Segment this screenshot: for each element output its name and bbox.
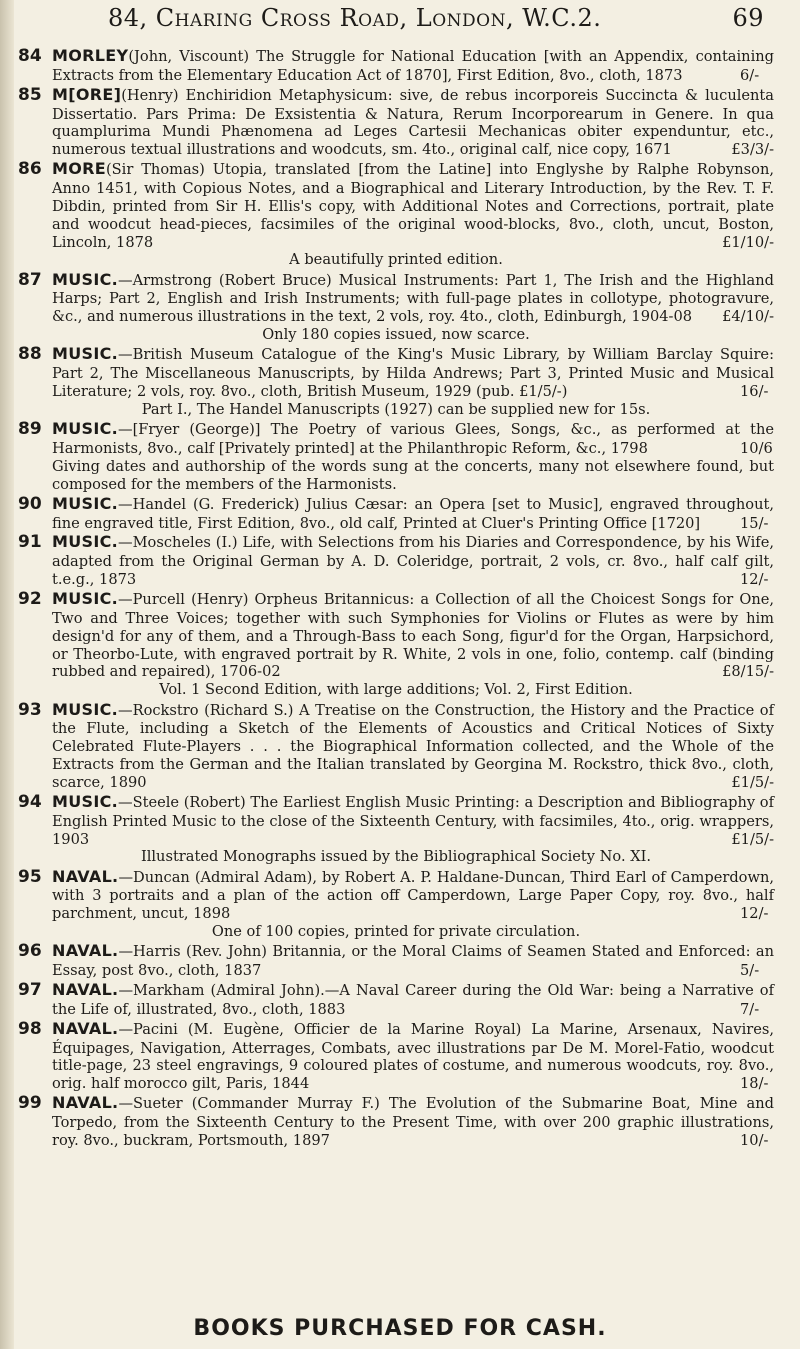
- entry-number: 93: [18, 699, 42, 720]
- page-number: 69: [732, 4, 764, 32]
- entry-heading: NAVAL.: [52, 941, 119, 961]
- entry-description: —Purcell (Henry) Orpheus Britannicus: a Collection of all the Choicest Songs for One, Two and Three Voices; together with such Symphonies for Violins or Flutes as were by him design'd for any of them, and a Through-Bass to each Song, figur'd for the Organ, Harpsichord, or Theorbo-Lute, with engraved portrait by R. White, 2 vols in one, folio, contemp. calf (binding rubbed and repaired), 1706-02: [52, 590, 774, 681]
- entry-price: £3/3/-: [731, 141, 774, 159]
- catalogue-entry: 98 NAVAL.—Pacini (M. Eugène, Officier de la Marine Royal) La Marine, Arsenaux, Navires, Équipages, Navigation, Atterrages, Combats, avec illustrations par De M. Morel-Fatio, woodcut title-page, 23 steel engravings, 9 coloured plates of costume, and numerous woodcuts, roy. 8vo., orig. half morocco gilt, Paris, 1844 18/-: [18, 1018, 774, 1093]
- entry-heading: NAVAL.: [52, 1093, 119, 1113]
- entry-heading: NAVAL.: [52, 1018, 119, 1038]
- entry-description: —Moscheles (I.) Life, with Selections from his Diaries and Correspondence, by his Wife, adapted from the Original German by A. D. Coleridge, portrait, 2 vols, cr. 8vo., half calf gilt, t.e.g., 1873: [52, 534, 774, 589]
- entry-price: £4/10/-: [722, 308, 774, 326]
- catalogue-entry: 84 MORLEY(John, Viscount) The Struggle for National Education [with an Appendix, containing Extracts from the Elementary Education Act of 1870], First Edition, 8vo., cloth, 1873 6/-: [18, 46, 774, 84]
- page-footer: BOOKS PURCHASED FOR CASH.: [193, 1316, 607, 1341]
- entry-heading: MUSIC.: [52, 532, 119, 552]
- catalogue-entry: 97 NAVAL.—Markham (Admiral John).—A Naval Career during the Old War: being a Narrative of the Life of, illustrated, 8vo., cloth, 1883 7/-: [18, 980, 774, 1018]
- entry-heading: MORE: [52, 159, 106, 179]
- entry-description: —Rockstro (Richard S.) A Treatise on the Construction, the History and the Practice of the Flute, including a Sketch of the Elements of Acoustics and Critical Notices of Sixty Celebrated Flute-Players . . . the Biographical Information collected, and the Whole of the Extracts from the German and the Italian translated by Georgina M. Rockstro, thick 8vo., cloth, scarce, 1890: [52, 701, 774, 791]
- entry-description: —Harris (Rev. John) Britannia, or the Moral Claims of Seamen Stated and Enforced: an Essay, post 8vo., cloth, 1837: [52, 943, 774, 980]
- entry-note: A beautifully printed edition.: [289, 251, 503, 269]
- entry-description: —Duncan (Admiral Adam), by Robert A. P. Haldane-Duncan, Third Earl of Camperdown, with 3 portraits and a plan of the action off Camperdown, Large Paper Copy, roy. 8vo., half parchment, uncut, 1898: [52, 868, 774, 923]
- entry-note: Part I., The Handel Manuscripts (1927) can be supplied new for 15s.: [141, 401, 651, 419]
- entry-number: 86: [18, 159, 42, 180]
- catalogue-entry: [18, 85, 774, 159]
- entry-description: (Henry) Enchiridion Metaphysicum: sive, de rebus incorporeis Succincta & luculenta Dissertatio. Pars Prima: De Exsistentia & Natura, Rerum Incorporearum in Genere. In qua quamplurima Mundi Phænomena ad Leges Cartesii Mechanicas obiter expenduntur, etc., numerous textual illustrations and woodcuts, sm. 4to., original calf, nice copy, 1671: [52, 86, 774, 159]
- catalogue-entry: 95 NAVAL.—Duncan (Admiral Adam), by Robert A. P. Haldane-Duncan, Third Earl of Camperdown, with 3 portraits and a plan of the action off Camperdown, Large Paper Copy, roy. 8vo., half parchment, uncut, 1898 12/-: [18, 866, 774, 923]
- entry-number: 87: [18, 269, 42, 290]
- entry-description: —Sueter (Commander Murray F.) The Evolution of the Submarine Boat, Mine and Torpedo, from the Sixteenth Century to the Present Time, with over 200 graphic illustrations, roy. 8vo., buckram, Portsmouth, 1897: [52, 1095, 774, 1149]
- catalogue-entry: 99 NAVAL.—Sueter (Commander Murray F.) The Evolution of the Submarine Boat, Mine and Torpedo, from the Sixteenth Century to the Present Time, with over 200 graphic illustrations, roy. 8vo., buckram, Portsmouth, 1897 10/-: [18, 1093, 774, 1149]
- entry-number: 99: [18, 1093, 42, 1114]
- entry-description: —[Fryer (George)] The Poetry of various Glees, Songs, &c., as performed at the Harmonists, 8vo., calf [Privately printed] at the Philanthropic Reform, &c., 1798: [52, 421, 774, 458]
- entry-heading: MORLEY: [52, 46, 129, 65]
- catalogue-entry: [18, 159, 774, 251]
- page-address: 84, Charing Cross Road, London, W.C.2.: [108, 4, 602, 32]
- entry-heading: MUSIC.: [52, 699, 119, 719]
- catalogue-entry: 91 MUSIC.—Moscheles (I.) Life, with Selections from his Diaries and Correspondence, by his Wife, adapted from the Original German by A. D. Coleridge, portrait, 2 vols, cr. 8vo., half calf gilt, t.e.g., 1873 12/-: [18, 532, 774, 589]
- entry-price: £1/10/-: [722, 233, 774, 251]
- entry-description: —Armstrong (Robert Bruce) Musical Instruments: Part 1, The Irish and the Highland Harps; Part 2, English and Irish Instruments; with full-page plates in collotype, photogravure, &c., and numerous illustrations in the text, 2 vols, roy. 4to., cloth, Edinburgh, 1904-08: [52, 271, 774, 326]
- entry-heading: NAVAL.: [52, 866, 119, 886]
- entry-description: (John, Viscount) The Struggle for National Education [with an Appendix, containing Extracts from the Elementary Education Act of 1870], First Edition, 8vo., cloth, 1873: [52, 48, 774, 84]
- entry-note: Illustrated Monographs issued by the Bibliographical Society No. XI.: [140, 848, 652, 866]
- entry-number: 89: [18, 419, 42, 440]
- entry-heading: MUSIC.: [52, 344, 119, 364]
- catalogue-entry: 89 MUSIC.—[Fryer (George)] The Poetry of various Glees, Songs, &c., as performed at the Harmonists, 8vo., calf [Privately printed] at the Philanthropic Reform, &c., 1798 10/6 Giving dates and authorship of the words sung at the concerts, many not elsewhere found, but composed for the members of the Harmonists.: [18, 419, 774, 493]
- entry-number: 88: [18, 344, 42, 365]
- entry-description: —Markham (Admiral John).—A Naval Career during the Old War: being a Narrative of the Life of, illustrated, 8vo., cloth, 1883: [52, 982, 774, 1018]
- page-header: [18, 0, 774, 44]
- catalogue-entries: [18, 46, 774, 1150]
- entry-number: 94: [18, 791, 42, 812]
- entry-number: 91: [18, 532, 42, 553]
- entry-note: One of 100 copies, printed for private circulation.: [211, 923, 581, 941]
- entry-heading: M[ORE]: [52, 84, 122, 104]
- entry-description: —Pacini (M. Eugène, Officier de la Marine Royal) La Marine, Arsenaux, Navires, Équipages, Navigation, Atterrages, Combats, avec illustrations par De M. Morel-Fatio, woodcut title-page, 23 steel engravings, 9 coloured plates of costume, and numerous woodcuts, roy. 8vo., orig. half morocco gilt, Paris, 1844: [52, 1020, 774, 1093]
- entry-price: £1/5/-: [731, 773, 774, 791]
- entry-number: 92: [18, 588, 42, 609]
- entry-price: £8/15/-: [722, 663, 774, 681]
- entry-tail-note: Giving dates and authorship of the words sung at the concerts, many not elsewhere found, but composed for the members of the Harmonists.: [52, 457, 774, 493]
- entry-number: 96: [18, 941, 42, 962]
- entry-number: 90: [18, 493, 42, 514]
- entry-note: Vol. 1 Second Edition, with large additions; Vol. 2, First Edition.: [159, 681, 633, 699]
- catalogue-entry: 96 NAVAL.—Harris (Rev. John) Britannia, or the Moral Claims of Seamen Stated and Enforced: an Essay, post 8vo., cloth, 1837 5/-: [18, 941, 774, 980]
- entry-description: (Sir Thomas) Utopia, translated [from the Latine] into Englyshe by Ralphe Robynson, Anno 1451, with Copious Notes, and a Biographical and Literary Introduction, by the Rev. T. F. Dibdin, printed from Sir H. Ellis's copy, with Additional Notes and Corrections, portrait, plate and woodcut head-pieces, facsimiles of the original wood-blocks, 8vo., cloth, uncut, Boston, Lincoln, 1878: [52, 161, 774, 251]
- entry-price: £1/5/-: [731, 830, 774, 848]
- entry-heading: MUSIC.: [52, 269, 119, 289]
- catalogue-entry: [18, 589, 774, 681]
- entry-heading: NAVAL.: [52, 980, 119, 1000]
- entry-number: 97: [18, 980, 42, 1001]
- catalogue-entry: 88 MUSIC.—British Museum Catalogue of the King's Music Library, by William Barclay Squire: Part 2, The Miscellaneous Manuscripts, by Hilda Andrews; Part 3, Printed Music and Musical Literature; 2 vols, roy. 8vo., cloth, British Museum, 1929 (pub. £1/5/-) 16/-: [18, 344, 774, 401]
- entry-number: 95: [18, 866, 42, 887]
- entry-heading: MUSIC.: [52, 419, 119, 439]
- entry-number: 84: [18, 46, 42, 66]
- entry-note: Only 180 copies issued, now scarce.: [262, 326, 530, 344]
- catalogue-entry: [18, 792, 774, 849]
- entry-description: —Steele (Robert) The Earliest English Music Printing: a Description and Bibliography of English Printed Music to the close of the Sixteenth Century, with facsimiles, 4to., orig. wrappers, 1903: [52, 793, 774, 848]
- entry-heading: MUSIC.: [52, 588, 119, 608]
- entry-description: —Handel (G. Frederick) Julius Cæsar: an Opera [set to Music], engraved throughout, fine engraved title, First Edition, 8vo., old calf, Printed at Cluer's Printing Office [1720]: [52, 495, 774, 532]
- entry-heading: MUSIC.: [52, 791, 119, 811]
- catalogue-entry: [18, 270, 774, 327]
- catalogue-entry: 90 MUSIC.—Handel (G. Frederick) Julius Cæsar: an Opera [set to Music], engraved throughout, fine engraved title, First Edition, 8vo., old calf, Printed at Cluer's Printing Office [1720] 15/-: [18, 493, 774, 532]
- entry-heading: MUSIC.: [52, 493, 119, 513]
- entry-number: 85: [18, 84, 42, 105]
- catalogue-entry: [18, 700, 774, 792]
- page-spine-shadow: [0, 0, 14, 1349]
- entry-description: —British Museum Catalogue of the King's Music Library, by William Barclay Squire: Part 2, The Miscellaneous Manuscripts, by Hilda Andrews; Part 3, Printed Music and Musical Literature; 2 vols, roy. 8vo., cloth, British Museum, 1929 (pub. £1/5/-): [52, 346, 774, 401]
- entry-number: 98: [18, 1018, 42, 1039]
